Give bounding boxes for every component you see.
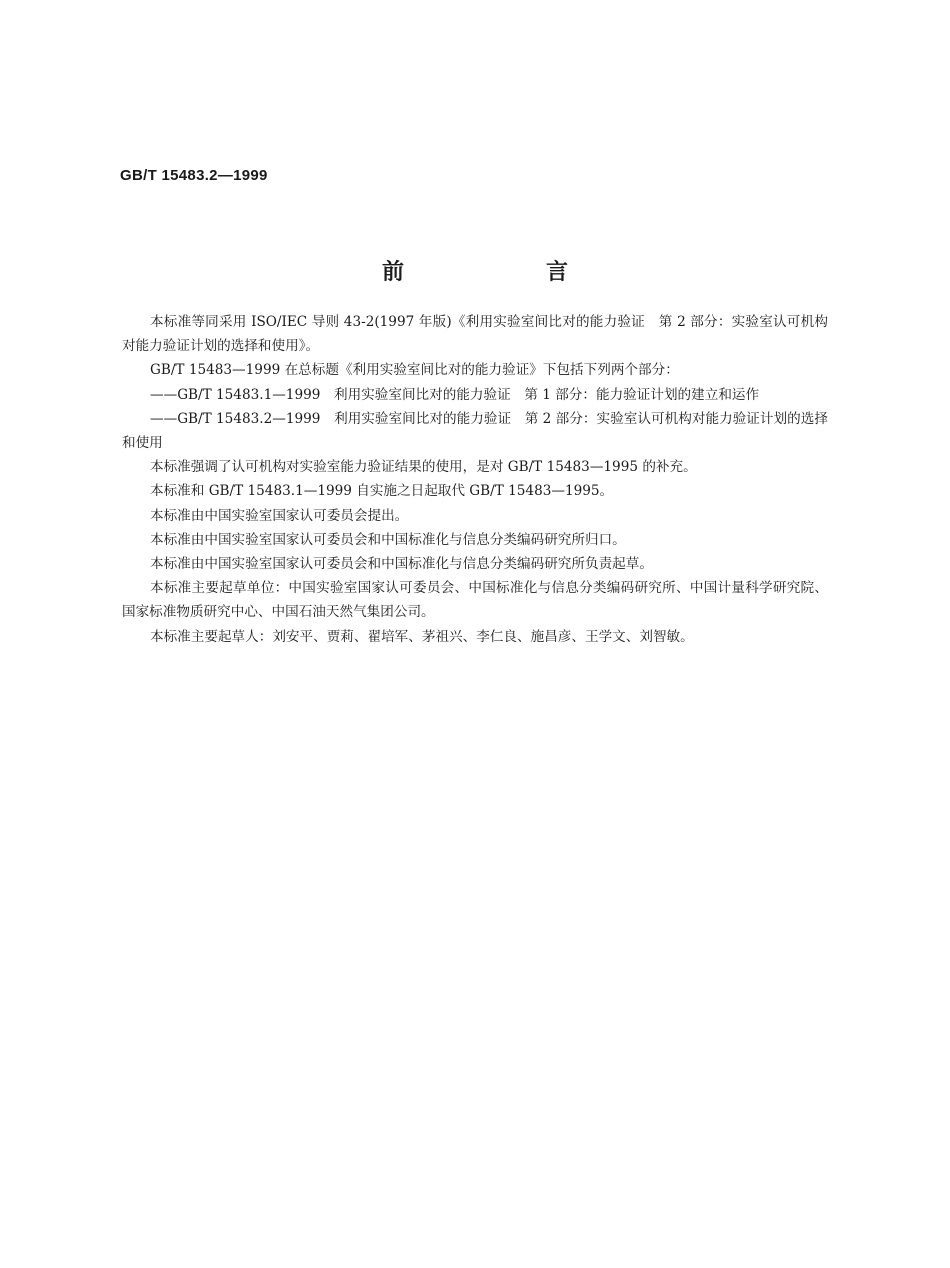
standard-number: GB/T 15483.2—1999: [120, 167, 268, 184]
section-title-foreword: 前 言: [381, 260, 628, 285]
paragraph-supersedes: 本标准和 GB/T 15483.1—1999 自实施之日起取代 GB/T 15483—1995。: [150, 483, 614, 500]
paragraph-structure: GB/T 15483—1999 在总标题《利用实验室间比对的能力验证》下包括下列两个部分：: [150, 362, 679, 379]
paragraph-emphasis: 本标准强调了认可机构对实验室能力验证结果的使用，是对 GB/T 15483—1995 的补充。: [150, 459, 697, 476]
paragraph-part-2: ——GB/T 15483.2—1999 利用实验室间比对的能力验证 第 2 部分：实验室认可机构对能力验证计划的选择和使用: [122, 410, 828, 452]
paragraph-drafters: 本标准主要起草人：刘安平、贾莉、翟培军、茅祖兴、李仁良、施昌彦、王学文、刘智敏。: [150, 628, 694, 645]
paragraph-drafting-units: 本标准主要起草单位：中国实验室国家认可委员会、中国标准化与信息分类编码研究所、中国计量科学研究院、国家标准物质研究中心、中国石油天然气集团公司。: [122, 580, 828, 621]
paragraph-drafted-by: 本标准由中国实验室国家认可委员会和中国标准化与信息分类编码研究所负责起草。: [150, 556, 653, 573]
paragraph-part-1: ——GB/T 15483.1—1999 利用实验室间比对的能力验证 第 1 部分：能力验证计划的建立和运作: [150, 386, 760, 403]
paragraph-equivalence: 本标准等同采用 ISO/IEC 导则 43-2(1997 年版)《利用实验室间比对的能力验证 第 2 部分：实验室认可机构对能力验证计划的选择和使用》。: [122, 314, 828, 355]
paragraph-under-jurisdiction: 本标准由中国实验室国家认可委员会和中国标准化与信息分类编码研究所归口。: [150, 531, 626, 548]
paragraph-proposed-by: 本标准由中国实验室国家认可委员会提出。: [150, 507, 409, 524]
foreword-body: [122, 310, 828, 649]
